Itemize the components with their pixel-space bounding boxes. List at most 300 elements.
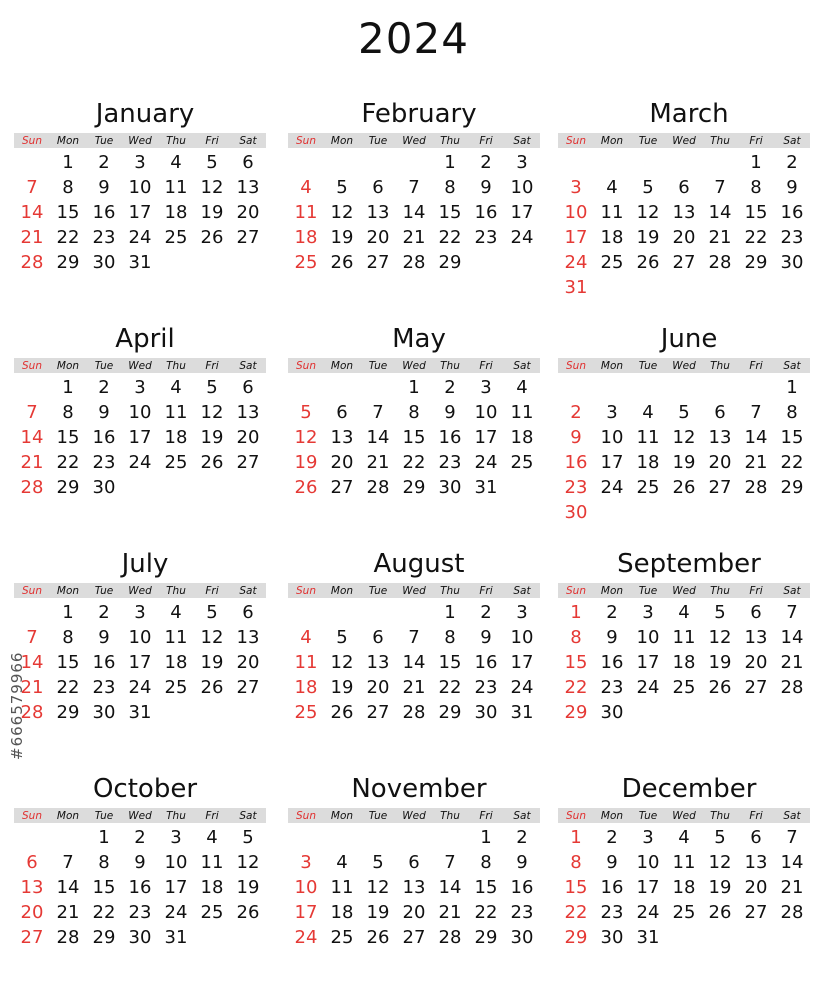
week-row (14, 150, 266, 175)
week-row (14, 475, 266, 500)
sunday-date: 22 (564, 902, 588, 923)
sunday-date: 25 (294, 702, 318, 723)
date-cell: 26 (200, 227, 224, 248)
sunday-date: 17 (294, 902, 318, 923)
week-row (14, 600, 266, 625)
week-row (558, 925, 810, 950)
month-name: July (121, 549, 169, 579)
months-grid (0, 95, 827, 995)
date-cell: 20 (330, 452, 354, 473)
month-name: February (361, 99, 477, 129)
date-cell: 5 (242, 827, 254, 848)
date-cell: 25 (600, 252, 624, 273)
date-cell: 9 (606, 852, 618, 873)
date-cell: 11 (510, 402, 534, 423)
week-row (558, 250, 810, 275)
day-grid (14, 150, 266, 275)
date-cell: 25 (330, 927, 354, 948)
week-row (14, 375, 266, 400)
date-cell: 21 (56, 902, 80, 923)
date-cell: 30 (600, 927, 624, 948)
date-cell: 23 (474, 227, 498, 248)
week-row (558, 400, 810, 425)
date-cell: 4 (678, 827, 690, 848)
date-cell: 19 (236, 877, 260, 898)
date-cell: 29 (56, 477, 80, 498)
date-cell: 2 (98, 602, 110, 623)
date-cell: 24 (636, 902, 660, 923)
date-cell: 28 (780, 677, 804, 698)
weekday-label: Tue (638, 359, 658, 372)
week-row (558, 375, 810, 400)
sunday-date: 8 (570, 852, 582, 873)
date-cell: 14 (780, 627, 804, 648)
date-cell: 30 (438, 477, 462, 498)
weekday-header (558, 583, 810, 598)
date-cell: 13 (402, 877, 426, 898)
weekday-label: Mon (56, 359, 80, 372)
week-row (558, 900, 810, 925)
weekday-header (14, 583, 266, 598)
weekday-label: Thu (440, 134, 460, 147)
day-grid (14, 825, 266, 950)
month-name: November (351, 774, 487, 804)
sunday-date: 18 (294, 227, 318, 248)
date-cell: 11 (164, 402, 188, 423)
date-cell: 24 (164, 902, 188, 923)
date-cell: 12 (672, 427, 696, 448)
date-cell: 1 (98, 827, 110, 848)
week-row (558, 850, 810, 875)
weekday-label: Fri (479, 809, 493, 822)
weekday-label: Fri (749, 809, 763, 822)
date-cell: 21 (402, 227, 426, 248)
weekday-label: Fri (205, 584, 219, 597)
date-cell: 2 (480, 152, 492, 173)
date-cell: 29 (92, 927, 116, 948)
date-cell: 22 (56, 677, 80, 698)
week-row (14, 175, 266, 200)
date-cell: 17 (636, 652, 660, 673)
date-cell: 25 (200, 902, 224, 923)
week-row (288, 425, 540, 450)
weekday-label: Fri (479, 359, 493, 372)
week-row (288, 225, 540, 250)
day-grid (14, 375, 266, 500)
sunday-date: 10 (564, 202, 588, 223)
sunday-date: 21 (20, 227, 44, 248)
date-cell: 25 (672, 677, 696, 698)
date-cell: 29 (56, 702, 80, 723)
date-cell: 28 (708, 252, 732, 273)
date-cell: 30 (92, 477, 116, 498)
weekday-label: Tue (368, 359, 388, 372)
date-cell: 27 (744, 902, 768, 923)
sunday-date: 8 (570, 627, 582, 648)
date-cell: 10 (474, 402, 498, 423)
date-cell: 16 (128, 877, 152, 898)
week-row (558, 225, 810, 250)
date-cell: 22 (92, 902, 116, 923)
weekday-label: Wed (128, 359, 152, 372)
date-cell: 8 (62, 627, 74, 648)
date-cell: 8 (750, 177, 762, 198)
date-cell: 29 (438, 252, 462, 273)
date-cell: 28 (402, 252, 426, 273)
date-cell: 19 (708, 652, 732, 673)
week-row (14, 875, 266, 900)
week-row (288, 675, 540, 700)
date-cell: 10 (510, 177, 534, 198)
date-cell: 16 (474, 652, 498, 673)
date-cell: 27 (366, 702, 390, 723)
date-cell: 31 (164, 927, 188, 948)
date-cell: 12 (330, 202, 354, 223)
date-cell: 23 (92, 452, 116, 473)
weekday-label: Thu (440, 584, 460, 597)
date-cell: 21 (780, 652, 804, 673)
weekday-label: Mon (56, 134, 80, 147)
date-cell: 21 (744, 452, 768, 473)
weekday-label: Sun (296, 809, 316, 822)
date-cell: 24 (510, 677, 534, 698)
date-cell: 23 (128, 902, 152, 923)
weekday-label: Mon (56, 809, 80, 822)
sunday-date: 13 (20, 877, 44, 898)
date-cell: 9 (444, 402, 456, 423)
day-grid (288, 600, 540, 725)
date-cell: 17 (128, 202, 152, 223)
month-january (14, 95, 266, 275)
weekday-label: Thu (440, 809, 460, 822)
date-cell: 16 (438, 427, 462, 448)
week-row (288, 400, 540, 425)
date-cell: 2 (134, 827, 146, 848)
date-cell: 2 (606, 827, 618, 848)
week-row (558, 825, 810, 850)
date-cell: 4 (170, 152, 182, 173)
weekday-label: Sun (22, 134, 42, 147)
date-cell: 22 (438, 677, 462, 698)
weekday-header (558, 133, 810, 148)
date-cell: 12 (200, 627, 224, 648)
date-cell: 7 (408, 177, 420, 198)
week-row (558, 425, 810, 450)
weekday-label: Tue (368, 809, 388, 822)
date-cell: 19 (366, 902, 390, 923)
month-august (288, 545, 540, 725)
weekday-label: Mon (330, 134, 354, 147)
sunday-date: 28 (20, 702, 44, 723)
date-cell: 18 (164, 202, 188, 223)
weekday-label: Sun (296, 134, 316, 147)
date-cell: 11 (600, 202, 624, 223)
weekday-label: Sat (239, 359, 257, 372)
date-cell: 15 (56, 652, 80, 673)
date-cell: 5 (336, 627, 348, 648)
date-cell: 18 (672, 877, 696, 898)
date-cell: 10 (128, 402, 152, 423)
date-cell: 28 (56, 927, 80, 948)
weekday-label: Mon (56, 584, 80, 597)
month-november (288, 770, 540, 950)
date-cell: 25 (164, 227, 188, 248)
date-cell: 3 (642, 602, 654, 623)
weekday-label: Fri (749, 584, 763, 597)
date-cell: 29 (744, 252, 768, 273)
date-cell: 27 (744, 677, 768, 698)
date-cell: 20 (744, 877, 768, 898)
month-name: June (660, 324, 718, 354)
date-cell: 24 (474, 452, 498, 473)
month-april (14, 320, 266, 500)
date-cell: 7 (786, 827, 798, 848)
weekday-header (558, 808, 810, 823)
date-cell: 5 (714, 827, 726, 848)
weekday-label: Wed (128, 809, 152, 822)
weekday-label: Sat (239, 584, 257, 597)
date-cell: 18 (164, 652, 188, 673)
date-cell: 11 (672, 627, 696, 648)
date-cell: 13 (744, 627, 768, 648)
date-cell: 7 (444, 852, 456, 873)
weekday-label: Sat (783, 359, 801, 372)
date-cell: 6 (408, 852, 420, 873)
date-cell: 14 (402, 652, 426, 673)
date-cell: 9 (480, 627, 492, 648)
date-cell: 20 (366, 677, 390, 698)
weekday-label: Thu (440, 359, 460, 372)
week-row (558, 275, 810, 300)
date-cell: 8 (62, 402, 74, 423)
date-cell: 9 (516, 852, 528, 873)
date-cell: 17 (164, 877, 188, 898)
week-row (288, 650, 540, 675)
weekday-label: Thu (710, 359, 730, 372)
week-row (14, 675, 266, 700)
week-row (14, 625, 266, 650)
date-cell: 26 (200, 452, 224, 473)
weekday-label: Mon (330, 809, 354, 822)
sunday-date: 7 (26, 177, 38, 198)
date-cell: 1 (62, 377, 74, 398)
date-cell: 10 (128, 177, 152, 198)
day-grid (558, 600, 810, 725)
date-cell: 12 (330, 652, 354, 673)
date-cell: 20 (402, 902, 426, 923)
week-row (288, 450, 540, 475)
date-cell: 26 (636, 252, 660, 273)
date-cell: 13 (744, 852, 768, 873)
date-cell: 20 (236, 652, 260, 673)
weekday-label: Sun (296, 359, 316, 372)
week-row (288, 850, 540, 875)
date-cell: 26 (366, 927, 390, 948)
weekday-label: Mon (600, 809, 624, 822)
date-cell: 3 (606, 402, 618, 423)
sunday-date: 29 (564, 927, 588, 948)
weekday-header (288, 358, 540, 373)
week-row (288, 825, 540, 850)
date-cell: 15 (56, 427, 80, 448)
date-cell: 5 (206, 377, 218, 398)
week-row (14, 450, 266, 475)
weekday-label: Fri (749, 359, 763, 372)
date-cell: 16 (92, 202, 116, 223)
date-cell: 13 (330, 427, 354, 448)
date-cell: 23 (92, 677, 116, 698)
date-cell: 12 (708, 627, 732, 648)
sunday-date: 24 (564, 252, 588, 273)
date-cell: 8 (786, 402, 798, 423)
weekday-label: Fri (479, 134, 493, 147)
date-cell: 5 (206, 152, 218, 173)
date-cell: 23 (438, 452, 462, 473)
date-cell: 22 (474, 902, 498, 923)
weekday-label: Thu (710, 134, 730, 147)
weekday-label: Tue (94, 809, 114, 822)
date-cell: 2 (444, 377, 456, 398)
weekday-label: Sun (566, 809, 586, 822)
weekday-label: Sat (239, 809, 257, 822)
weekday-label: Sat (783, 809, 801, 822)
date-cell: 29 (474, 927, 498, 948)
date-cell: 19 (672, 452, 696, 473)
date-cell: 23 (474, 677, 498, 698)
date-cell: 6 (750, 602, 762, 623)
date-cell: 17 (510, 202, 534, 223)
date-cell: 25 (672, 902, 696, 923)
date-cell: 17 (128, 652, 152, 673)
date-cell: 26 (200, 677, 224, 698)
date-cell: 13 (236, 402, 260, 423)
date-cell: 2 (98, 152, 110, 173)
weekday-label: Fri (479, 584, 493, 597)
date-cell: 10 (164, 852, 188, 873)
date-cell: 4 (606, 177, 618, 198)
week-row (288, 900, 540, 925)
date-cell: 27 (236, 452, 260, 473)
weekday-label: Tue (638, 584, 658, 597)
date-cell: 10 (636, 852, 660, 873)
date-cell: 1 (480, 827, 492, 848)
week-row (558, 700, 810, 725)
date-cell: 5 (642, 177, 654, 198)
month-name: August (373, 549, 465, 579)
date-cell: 19 (330, 677, 354, 698)
date-cell: 26 (708, 677, 732, 698)
date-cell: 19 (200, 427, 224, 448)
date-cell: 25 (164, 677, 188, 698)
sunday-date: 25 (294, 252, 318, 273)
date-cell: 4 (336, 852, 348, 873)
weekday-label: Wed (672, 134, 696, 147)
sunday-date: 24 (294, 927, 318, 948)
date-cell: 5 (336, 177, 348, 198)
week-row (558, 175, 810, 200)
week-row (14, 250, 266, 275)
date-cell: 5 (714, 602, 726, 623)
date-cell: 24 (636, 677, 660, 698)
weekday-label: Sun (566, 584, 586, 597)
week-row (558, 450, 810, 475)
weekday-label: Fri (205, 134, 219, 147)
date-cell: 17 (600, 452, 624, 473)
sunday-date: 5 (300, 402, 312, 423)
date-cell: 23 (780, 227, 804, 248)
weekday-header (288, 808, 540, 823)
weekday-header (558, 358, 810, 373)
month-name: March (649, 99, 729, 129)
weekday-label: Tue (368, 584, 388, 597)
sunday-date: 14 (20, 202, 44, 223)
date-cell: 10 (128, 627, 152, 648)
date-cell: 13 (366, 652, 390, 673)
date-cell: 18 (672, 652, 696, 673)
weekday-label: Wed (128, 584, 152, 597)
date-cell: 17 (636, 877, 660, 898)
weekday-label: Sun (22, 584, 42, 597)
date-cell: 26 (236, 902, 260, 923)
date-cell: 15 (744, 202, 768, 223)
date-cell: 11 (164, 627, 188, 648)
date-cell: 11 (200, 852, 224, 873)
weekday-label: Wed (672, 359, 696, 372)
date-cell: 12 (636, 202, 660, 223)
date-cell: 7 (408, 627, 420, 648)
week-row (288, 700, 540, 725)
week-row (558, 650, 810, 675)
sunday-date: 22 (564, 677, 588, 698)
date-cell: 12 (200, 177, 224, 198)
date-cell: 6 (242, 602, 254, 623)
date-cell: 11 (636, 427, 660, 448)
date-cell: 14 (56, 877, 80, 898)
sunday-date: 28 (20, 477, 44, 498)
date-cell: 14 (402, 202, 426, 223)
sunday-date: 1 (570, 827, 582, 848)
date-cell: 3 (134, 377, 146, 398)
date-cell: 28 (366, 477, 390, 498)
month-july (14, 545, 266, 725)
date-cell: 27 (330, 477, 354, 498)
date-cell: 16 (510, 877, 534, 898)
date-cell: 17 (510, 652, 534, 673)
sunday-date: 20 (20, 902, 44, 923)
date-cell: 1 (444, 602, 456, 623)
date-cell: 11 (164, 177, 188, 198)
weekday-label: Mon (330, 584, 354, 597)
date-cell: 12 (366, 877, 390, 898)
date-cell: 26 (708, 902, 732, 923)
month-name: April (115, 324, 175, 354)
date-cell: 20 (672, 227, 696, 248)
week-row (558, 625, 810, 650)
weekday-label: Tue (638, 809, 658, 822)
date-cell: 10 (600, 427, 624, 448)
date-cell: 7 (786, 602, 798, 623)
date-cell: 6 (242, 152, 254, 173)
date-cell: 15 (402, 427, 426, 448)
date-cell: 4 (170, 602, 182, 623)
date-cell: 15 (780, 427, 804, 448)
date-cell: 21 (708, 227, 732, 248)
sunday-date: 18 (294, 677, 318, 698)
week-row (558, 500, 810, 525)
date-cell: 6 (372, 177, 384, 198)
sunday-date: 11 (294, 202, 318, 223)
date-cell: 19 (636, 227, 660, 248)
